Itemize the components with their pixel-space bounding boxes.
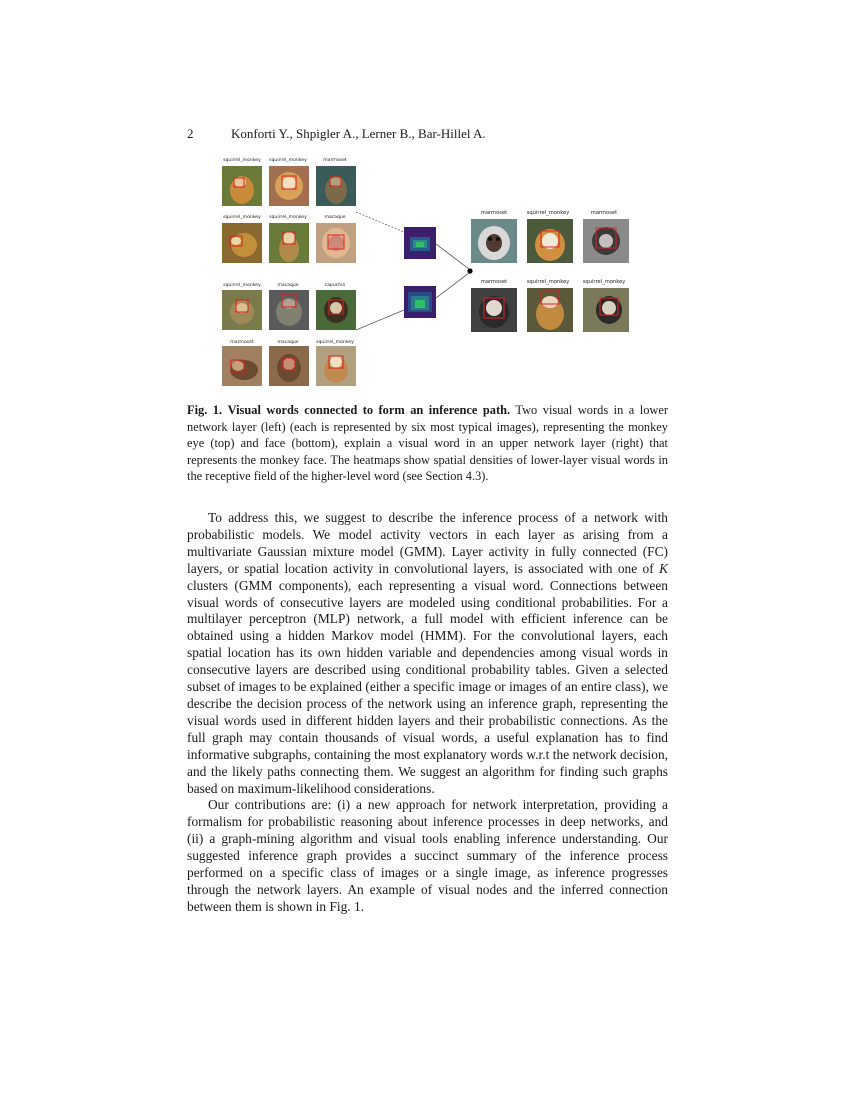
thumbnail-image (316, 346, 356, 386)
paragraph-text: clusters (GMM components), each representing a visual word. Connections between visual words of consecutive layers are modeled using conditional probabilities. For a multilayer perceptron (MLP) network, a full model with efficient inference can be obtained using a hidden Markov model (HMM). For the convolutional layers, each spatial location has its own hidden variable and dependencies among visual words in consecutive layers are described using conditional probability tables. Given a selected subset of images to be explained (either a specific image or images of an entire class), we describe the decision process of the network using an inference graph, representing the visual words used in different hidden layers and their probabilistic connections. As the full graph may contain thousands of visual words, a useful explanation has to find informative subgraphs, containing the most explanatory words w.r.t the network decision, and the likely paths connecting them. We suggest an algorithm for finding such graphs based on maximum-likelihood considerations. (187, 577, 668, 796)
thumb-label: squirrel_monkey (269, 215, 307, 220)
thumb-label: squirrel_monkey (526, 210, 570, 216)
figure-caption (187, 402, 668, 485)
thumbnail-image (583, 288, 629, 332)
thumb-label: marmoset (480, 210, 508, 216)
thumb-label: marmoset (590, 210, 618, 216)
connector-bottom-out (436, 273, 469, 298)
heatmap-bottom (404, 286, 436, 318)
thumbnail-image (269, 166, 309, 206)
thumbnail-image (222, 223, 262, 263)
thumb-label: squirrel_monkey (223, 215, 261, 220)
caption-label: Fig. 1. (187, 403, 223, 417)
thumb-label: capuchin (324, 283, 346, 288)
thumbnail-image (471, 219, 517, 263)
paragraph (187, 510, 668, 797)
heatmap-top (404, 227, 436, 259)
thumb-label: marmoset (230, 340, 254, 345)
thumbnail-image (222, 346, 262, 386)
caption-title: Visual words connected to form an inference path. (227, 403, 511, 417)
thumbnail-image (269, 223, 309, 263)
paragraph: Our contributions are: (i) a new approach for network interpretation, providing a formalism for probabilistic reasoning about inference processes in deep networks, and (ii) a graph-mining algorithm and visual tools enabling inference understanding. Our suggested inference graph provides a succinct summary of the inference process performed on a specific class of images or a single image, as inference progresses through the network layers. An example of visual nodes and the inferred connection between them is shown in Fig. 1. (187, 797, 668, 914)
thumb-label: macaque (324, 215, 346, 220)
thumbnail-image (316, 290, 356, 330)
body-text (187, 510, 668, 916)
thumbnail-image (316, 223, 356, 263)
thumb-label: squirrel_monkey (223, 158, 261, 163)
thumb-label: squirrel_monkey (526, 279, 570, 285)
figure-1 (0, 0, 850, 400)
thumb-label: squirrel_monkey (223, 283, 261, 288)
thumb-label: marmoset (323, 158, 347, 163)
thumb-label: squirrel_monkey (582, 279, 626, 285)
thumbnail-image (583, 219, 629, 263)
thumb-label: macaque (277, 340, 299, 345)
thumbnail-image (527, 288, 573, 332)
thumbnail-image (222, 290, 262, 330)
paragraph-text: To address this, we suggest to describe the inference process of a network with probabilistic models. We model activity vectors in each layer as arising from a multivariate Gaussian mixture model (GMM). Layer activity in fully connected (FC) layers, or spatial location activity in convolutional layers, is associated with one of (187, 510, 668, 576)
connector-node (467, 268, 472, 273)
thumbnail-image (527, 219, 573, 263)
thumb-label: squirrel_monkey (316, 340, 354, 345)
caption-text: Two visual words in a lower network layer (left) (each is represented by six most typical images), representing the monkey eye (top) and face (bottom), explain a visual word in an upper network layer (right) that represents the monkey face. The heatmaps show spatial densities of lower-layer visual words in the receptive field of the higher-level word (see Section 4.3). (187, 403, 668, 484)
thumbnail-image (316, 166, 356, 206)
thumb-label: marmoset (480, 279, 508, 285)
math-variable: K (659, 560, 668, 576)
thumb-label: squirrel_monkey (269, 158, 307, 163)
thumb-label: macaque (277, 283, 299, 288)
connector-bottom-in (356, 310, 404, 330)
thumbnail-image (269, 290, 309, 330)
thumbnail-image (269, 346, 309, 386)
connector-top-in (356, 212, 404, 232)
connector-top-out (436, 244, 469, 269)
thumbnail-image (222, 166, 262, 206)
connector-lines (0, 0, 850, 400)
page-number: 2 (187, 126, 194, 141)
author-list: Konforti Y., Shpigler A., Lerner B., Bar-Hillel A. (231, 126, 486, 141)
thumbnail-image (471, 288, 517, 332)
